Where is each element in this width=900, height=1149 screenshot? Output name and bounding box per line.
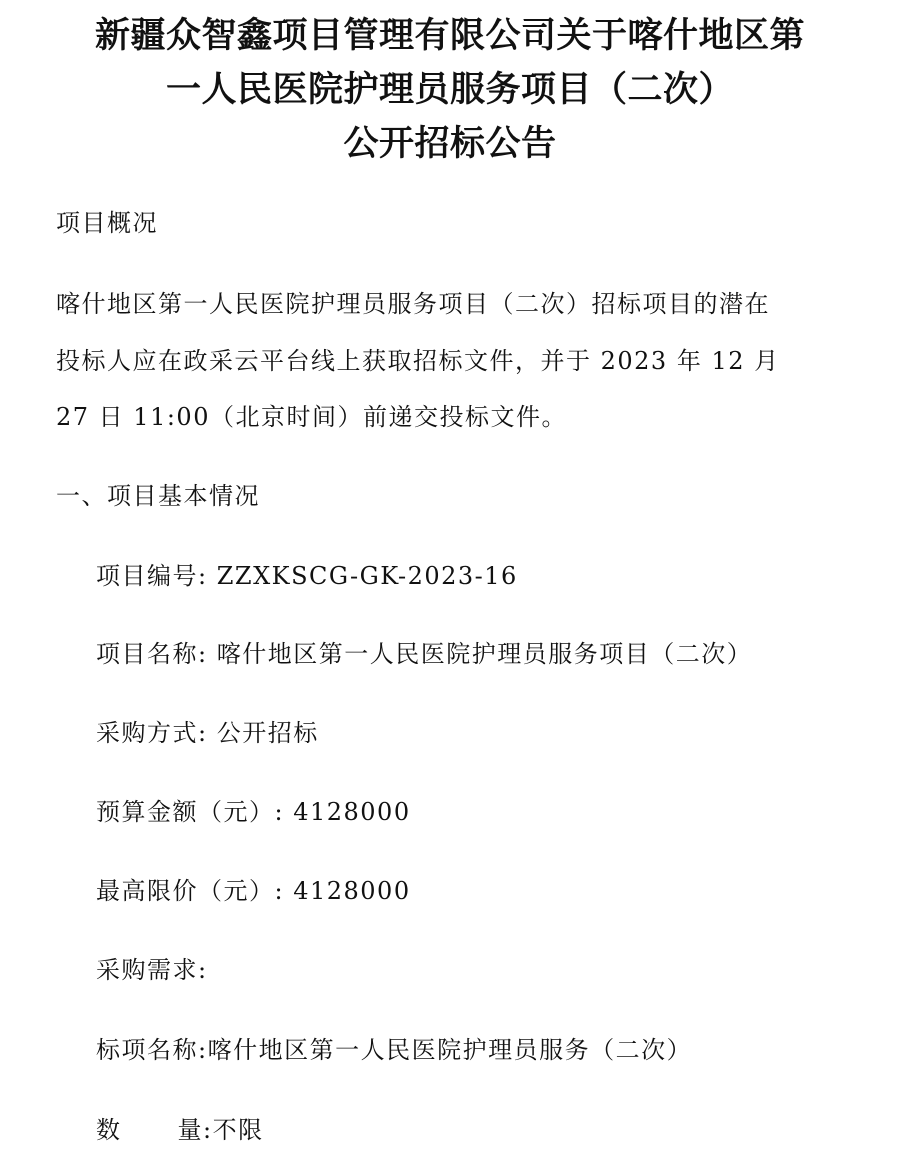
quantity-label-part-2: 量:不限	[177, 1116, 264, 1144]
budget-amount: 预算金额（元）: 4128000	[96, 798, 411, 826]
announcement-title-line-1: 新疆众智鑫项目管理有限公司关于喀什地区第	[94, 16, 805, 56]
basic-info-heading: 一、项目基本情况	[56, 482, 260, 510]
project-name: 项目名称: 喀什地区第一人民医院护理员服务项目（二次）	[96, 640, 753, 668]
announcement-title-line-3: 公开招标公告	[343, 124, 557, 164]
quantity	[96, 1110, 264, 1145]
overview-paragraph-line-3: 27 日 11:00（北京时间）前递交投标文件。	[56, 403, 567, 431]
announcement-title-line-2: 一人民医院护理员服务项目（二次）	[165, 70, 734, 110]
project-number: 项目编号: ZZXKSCG-GK-2023-16	[96, 562, 518, 590]
overview-paragraph-line-2: 投标人应在政采云平台线上获取招标文件，并于 2023 年 12 月	[56, 347, 780, 375]
quantity-label-part-1: 数	[96, 1116, 122, 1144]
lot-name: 标项名称:喀什地区第一人民医院护理员服务（二次）	[96, 1036, 693, 1064]
procurement-method: 采购方式: 公开招标	[96, 719, 319, 747]
overview-paragraph-line-1: 喀什地区第一人民医院护理员服务项目（二次）招标项目的潜在	[56, 290, 770, 318]
procurement-requirements: 采购需求:	[96, 956, 208, 984]
max-price: 最高限价（元）: 4128000	[96, 877, 411, 905]
overview-heading: 项目概况	[56, 209, 158, 237]
